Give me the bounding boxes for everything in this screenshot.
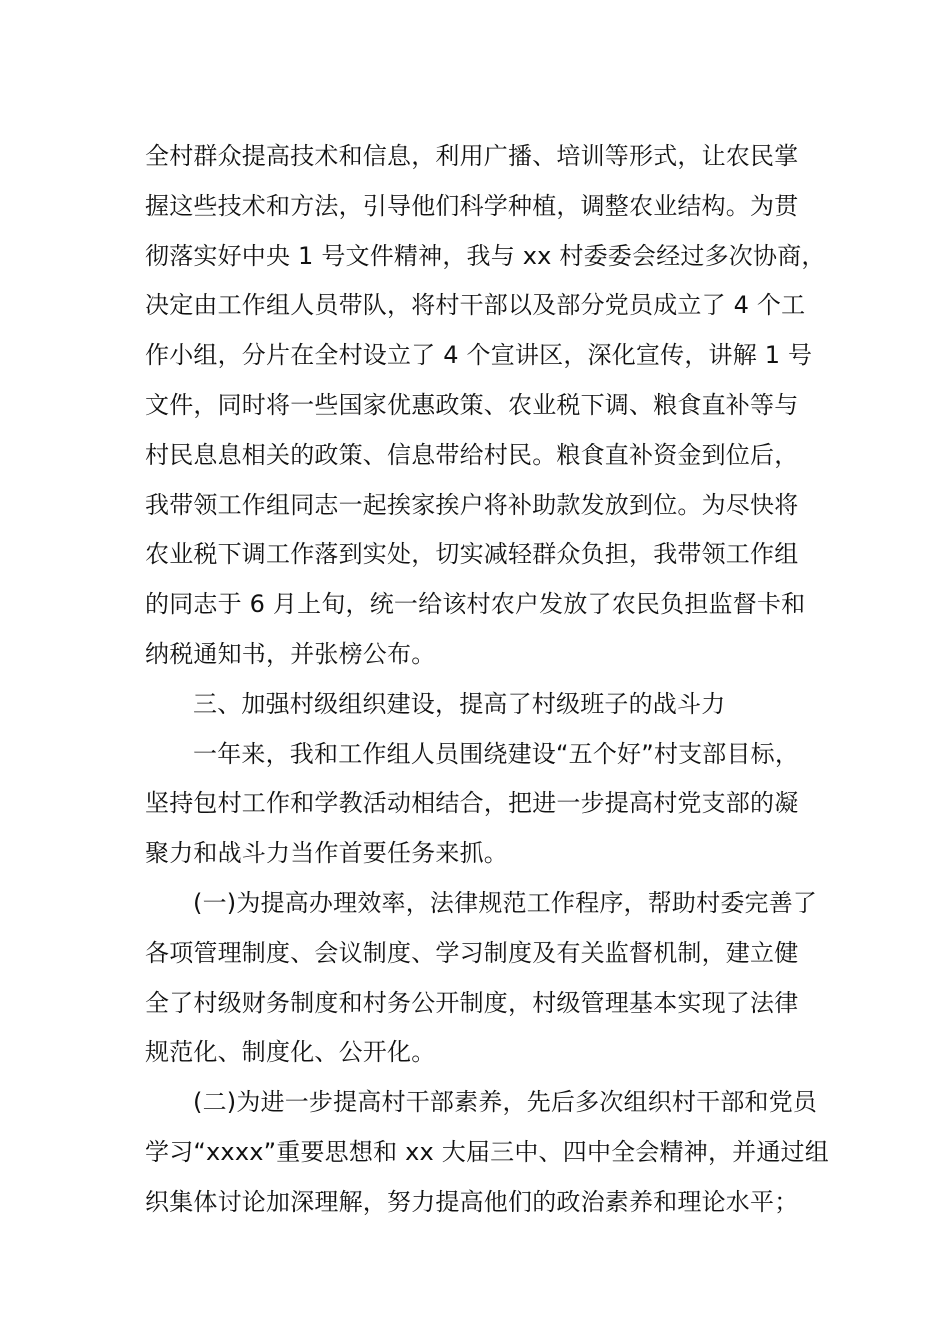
paragraph-line: 一年来，我和工作组人员围绕建设“五个好”村支部目标，	[193, 739, 800, 768]
paragraph-line: 全了村级财务制度和村务公开制度，村级管理基本实现了法律	[145, 988, 799, 1017]
paragraph-line: 彻落实好中央 1 号文件精神，我与 xx 村委委会经过多次协商，	[145, 241, 826, 270]
paragraph-line: 握这些技术和方法，引导他们科学种植，调整农业结构。为贯	[145, 191, 799, 220]
paragraph-line: (一)为提高办理效率，法律规范工作程序，帮助村委完善了	[193, 888, 818, 917]
paragraph-line: 作小组，分片在全村设立了 4 个宣讲区，深化宣传，讲解 1 号	[145, 341, 813, 370]
paragraph-line: 各项管理制度、会议制度、学习制度及有关监督机制，建立健	[145, 938, 799, 967]
paragraph-line: 农业税下调工作落到实处，切实减轻群众负担，我带领工作组	[145, 540, 799, 569]
paragraph-line: 村民息息相关的政策、信息带给村民。粮食直补资金到位后，	[145, 440, 799, 469]
paragraph-line: 坚持包村工作和学教活动相结合，把进一步提高村党支部的凝	[145, 789, 799, 818]
paragraph-line: 学习“xxxx”重要思想和 xx 大届三中、四中全会精神，并通过组	[145, 1137, 829, 1166]
paragraph-line: 决定由工作组人员带队，将村干部以及部分党员成立了 4 个工	[145, 291, 806, 320]
paragraph-line: (二)为进一步提高村干部素养，先后多次组织村干部和党员	[193, 1088, 818, 1117]
paragraph-line: 聚力和战斗力当作首要任务来抓。	[145, 839, 508, 868]
document-body	[145, 132, 829, 1228]
paragraph-line: 规范化、制度化、公开化。	[145, 1038, 436, 1067]
paragraph-line: 的同志于 6 月上旬，统一给该村农户发放了农民负担监督卡和	[145, 590, 806, 619]
paragraph-line: 全村群众提高技术和信息，利用广播、培训等形式，让农民掌	[145, 142, 799, 170]
paragraph-line: 我带领工作组同志一起挨家挨户将补助款发放到位。为尽快将	[145, 490, 799, 519]
paragraph-line: 纳税通知书，并张榜公布。	[145, 639, 436, 668]
paragraph-line: 文件，同时将一些国家优惠政策、农业税下调、粮食直补等与	[145, 390, 799, 419]
paragraph-line: 织集体讨论加深理解，努力提高他们的政治素养和理论水平；	[145, 1187, 799, 1216]
section-heading: 三、加强村级组织建设，提高了村级班子的战斗力	[193, 689, 726, 718]
